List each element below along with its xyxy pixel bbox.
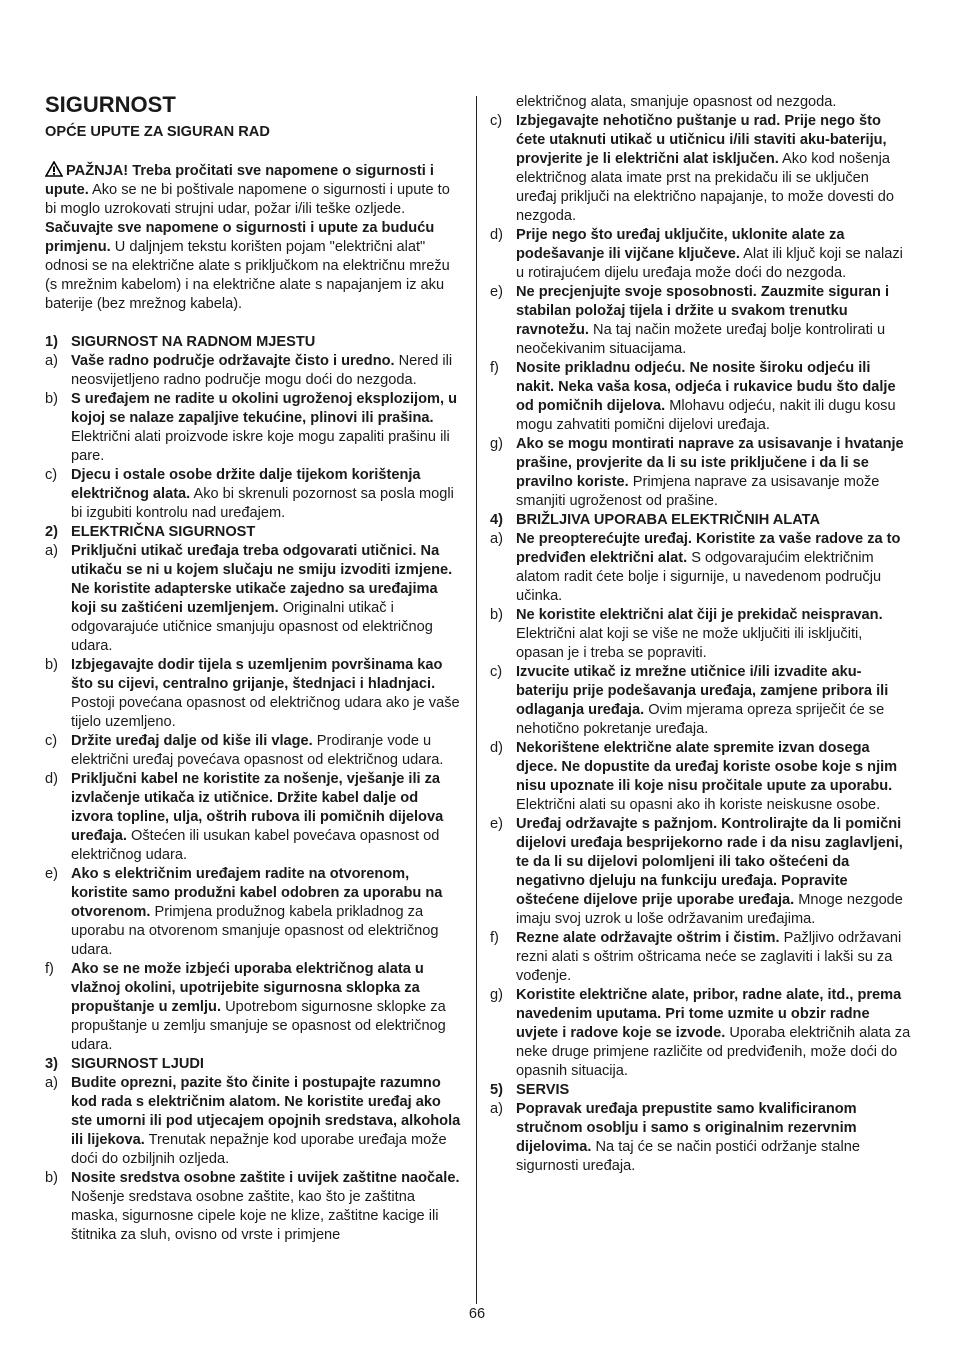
item-bold-text: Ne precjenjujte svoje sposobnosti. Zauzmite siguran i stabilan položaj tijela i držite u svakom trenutku ravnotežu.: [516, 284, 890, 338]
item-label: f): [490, 930, 499, 946]
list-item: [45, 352, 463, 390]
item-plain-text: Električni alati su opasni ako ih koriste neiskusne osobe.: [516, 797, 881, 813]
item-bold-text: Rezne alate održavajte oštrim i čistim.: [516, 930, 780, 946]
section-title: BRIŽLJIVA UPORABA ELEKTRIČNIH ALATA: [516, 512, 821, 528]
item-plain-text: Nošenje sredstava osobne zaštite, kao što je zaštitna maska, sigurnosne cipele koje ne klize, zaštitne kacige ili štitnika za sluh, ovisno od vrste i primjene: [71, 1189, 439, 1243]
item-label: f): [490, 360, 499, 376]
item-text: [71, 656, 463, 732]
item-text: [516, 986, 912, 1081]
item-bold-text: Popravak uređaja prepustite samo kvalificiranom stručnom osoblju i samo s originalnim rezervnim dijelovima.: [516, 1101, 857, 1155]
item-text: [516, 815, 912, 929]
section-heading: [490, 511, 912, 530]
item-text: [71, 865, 463, 960]
item-plain-text: Električni alati proizvode iskre koje mogu zapaliti prašinu ili pare.: [71, 429, 450, 464]
item-text: [71, 352, 463, 390]
left-column: [45, 92, 463, 1245]
item-text: [71, 542, 463, 656]
list-item: [45, 466, 463, 523]
item-text: [516, 606, 912, 663]
item-text: [516, 359, 912, 435]
item-text: [516, 663, 912, 739]
item-plain-text: Upotrebom sigurnosne sklopke za propuštanje u zemlju smanjuje se opasnost od električnog udara.: [71, 999, 446, 1053]
section-heading: [45, 333, 463, 352]
list-item: [490, 1100, 912, 1176]
item-plain-text: Uporaba električnih alata za neke druge primjene različite od predviđenih, može doći do opasnih situacija.: [516, 1025, 911, 1079]
item-bold-text: Izvucite utikač iz mrežne utičnice i/ili izvadite aku-bateriju prije podešavanja uređaja, zamjene pribora ili odlaganja uređaja.: [516, 664, 889, 718]
list-item: [490, 435, 912, 511]
list-item: [490, 359, 912, 435]
item-text: [516, 226, 912, 283]
warning-text-1: Ako se ne bi poštivale napomene o sigurnosti i upute to bi moglo uzrokovati strujni udar, požar i/ili teške ozljede.: [45, 182, 450, 217]
item-plain-text: Na taj će se način postići održanje stalne sigurnosti uređaja.: [516, 1139, 860, 1174]
item-bold-text: Nosite sredstva osobne zaštite i uvijek zaštitne naočale.: [71, 1170, 460, 1186]
list-item: [490, 530, 912, 606]
item-plain-text: Primjena produžnog kabela prikladnog za uporabu na otvorenom smanjuje opasnost od električnog udara.: [71, 904, 439, 958]
section-number: 2): [45, 524, 58, 540]
section-title: ELEKTRIČNA SIGURNOST: [71, 524, 256, 540]
item-plain-text: Mlohavu odjeću, nakit ili dugu kosu mogu zahvatiti pomični dijelovi uređaja.: [516, 398, 896, 433]
item-bold-text: Ne preopterećujte uređaj. Koristite za vaše radove za to predviđen električni alat.: [516, 531, 901, 566]
item-label: e): [490, 816, 503, 832]
column-divider: [476, 96, 477, 1304]
item-text: [516, 1100, 912, 1176]
item-plain-text: Trenutak nepažnje kod uporabe uređaja može doći do ozbiljnih ozljeda.: [71, 1132, 447, 1167]
list-item: [490, 663, 912, 739]
item-plain-text: Ako kod nošenja električnog alata imate prst na prekidaču ili se uključen uređaj priključi na električno napajanje, to može dovesti do nezgoda.: [516, 151, 895, 224]
right-items-section-3: [490, 112, 912, 511]
item-text: [71, 1169, 463, 1245]
item-label: e): [490, 284, 503, 300]
item-text: [71, 390, 463, 466]
section-number: 5): [490, 1082, 503, 1098]
item-label: g): [490, 436, 503, 452]
section-title: SIGURNOST NA RADNOM MJESTU: [71, 334, 316, 350]
section-title: SIGURNOST LJUDI: [71, 1056, 204, 1072]
item-plain-text: Električni alat koji se više ne može uključiti ili isključiti, opasan je i treba se popraviti.: [516, 626, 863, 661]
list-item: [45, 1169, 463, 1245]
item-text: [516, 530, 912, 606]
section-heading: [45, 523, 463, 542]
section-title: SERVIS: [516, 1082, 570, 1098]
section-number: 1): [45, 334, 58, 350]
item-plain-text: S odgovarajućim električnim alatom radit ćete bolje i sigurnije, u navedenom području učinka.: [516, 550, 882, 604]
section-heading: [490, 1081, 912, 1100]
list-item: [45, 542, 463, 656]
item-bold-text: Ne koristite električni alat čiji je prekidač neispravan.: [516, 607, 883, 623]
item-bold-text: Nekorištene električne alate spremite izvan dosega djece. Ne dopustite da uređaj koriste osobe koje s njim nisu upoznate ili koje nisu pročitale upute za uporabu.: [516, 740, 898, 794]
item-plain-text: Originalni utikač i odgovarajuće utičnice smanjuju opasnost od električnog udara.: [71, 600, 433, 654]
item-label: b): [490, 607, 503, 623]
item-bold-text: Držite uređaj dalje od kiše ili vlage.: [71, 733, 313, 749]
list-item: [490, 929, 912, 986]
item-bold-text: Vaše radno područje održavajte čisto i uredno.: [71, 353, 395, 369]
section-number: 3): [45, 1056, 58, 1072]
item-bold-text: Koristite električne alate, pribor, radne alate, itd., prema navedenim uputama. Pri tome uzmite u obzir radne uvjete i radove koje se izvode.: [516, 987, 902, 1041]
item-bold-text: Ako se ne može izbjeći uporaba električnog alata u vlažnoj okolini, upotrijebite sigurnosna sklopka za propuštanje u zemlju.: [71, 961, 424, 1015]
right-column: [490, 93, 912, 1176]
item-text: [71, 770, 463, 865]
item-text: [516, 739, 912, 815]
item-bold-text: Priključni kabel ne koristite za nošenje, vješanje ili za izvlačenje utikača iz utičnice. Držite kabel dalje od izvora topline, ulja, oštrih rubova ili pomičnih dijelova uređaja.: [71, 771, 444, 844]
warning-triangle-icon: [45, 161, 63, 177]
list-item: [45, 960, 463, 1055]
item-label: b): [45, 657, 58, 673]
item-text: [516, 929, 912, 986]
item-plain-text: Alat ili ključ koji se nalazi u rotirajućem dijelu uređaja može doći do nezgoda.: [516, 246, 903, 281]
item-plain-text: Prodiranje vode u električni uređaj povećava opasnost od električnog udara.: [71, 733, 444, 768]
item-label: c): [45, 733, 58, 749]
list-item: [490, 226, 912, 283]
item-label: b): [45, 391, 58, 407]
item-bold-text: Priključni utikač uređaja treba odgovarati utičnici. Na utikaču se ni u kojem slučaju ne smiju izvoditi izmjene. Ne koristite adapterske utikače zajedno sa uređajima koji su zaštićeni uzemljenjem.: [71, 543, 453, 616]
list-item: [45, 770, 463, 865]
item-label: c): [490, 113, 503, 129]
warning-bold-2: Sačuvajte sve napomene o sigurnosti i upute za buduću primjenu.: [45, 220, 435, 255]
list-item: [45, 732, 463, 770]
item-text: [71, 732, 463, 770]
item-bold-text: Uređaj održavajte s pažnjom. Kontrolirajte da li pomični dijelovi uređaja besprijekorno rade i da nisu zaglavljeni, te da li su dijelovi polomljeni ili tako oštećeni da negativno djeluju na funkciju uređaja. Popravite oštećene dijelove prije uporabe uređaja.: [516, 816, 903, 908]
item-text: [71, 1074, 463, 1169]
item-label: f): [45, 961, 54, 977]
item-plain-text: Oštećen ili usukan kabel povećava opasnost od električnog udara.: [71, 828, 440, 863]
item-plain-text: Ako bi skrenuli pozornost sa posla mogli bi izgubiti kontrolu nad uređajem.: [71, 486, 454, 521]
item-label: a): [45, 543, 58, 559]
item-plain-text: Ovim mjerama opreza spriječit će se nehotično pokretanje uređaja.: [516, 702, 885, 737]
list-item: [490, 112, 912, 226]
item-bold-text: S uređajem ne radite u okolini ugroženoj eksplozijom, u kojoj se nalaze zapaljive tekućine, plinovi ili prašina.: [71, 391, 457, 426]
item-bold-text: Prije nego što uređaj uključite, uklonite alate za podešavanje ili vijčane ključeve.: [516, 227, 845, 262]
item-bold-text: Djecu i ostale osobe držite dalje tijekom korištenja električnog alata.: [71, 467, 421, 502]
item-bold-text: Izbjegavajte dodir tijela s uzemljenim površinama kao što su cijevi, centralno grijanje, štednjaci i hladnjaci.: [71, 657, 443, 692]
item-label: d): [45, 771, 58, 787]
warning-bold-1: PAŽNJA! Treba pročitati sve napomene o sigurnosti i upute.: [45, 163, 434, 198]
page-title: SIGURNOST: [45, 92, 176, 117]
item-label: a): [490, 531, 503, 547]
item-plain-text: Nered ili neosvijetljeno radno područje mogu doći do nezgoda.: [71, 353, 453, 388]
list-item: [490, 739, 912, 815]
item-plain-text: Na taj način možete uređaj bolje kontrolirati u neočekivanim situacijama.: [516, 322, 886, 357]
item-label: c): [45, 467, 58, 483]
item-text: [516, 435, 912, 511]
item-plain-text: Mnoge nezgode imaju svoj uzrok u loše održavanim uređajima.: [516, 892, 903, 927]
item-label: g): [490, 987, 503, 1003]
list-item: [490, 815, 912, 929]
item-text: [71, 960, 463, 1055]
item-label: a): [45, 1075, 58, 1091]
warning-paragraph: [45, 161, 463, 314]
item-bold-text: Ako s električnim uređajem radite na otvorenom, koristite samo produžni kabel odobren za uporabu na otvorenom.: [71, 866, 443, 920]
item-label: d): [490, 740, 503, 756]
list-item: [490, 986, 912, 1081]
list-item: [490, 283, 912, 359]
item-text: [71, 466, 463, 523]
item-bold-text: Budite oprezni, pazite što činite i postupajte razumno kod rada s električnim alatom. Ne koristite uređaj ako ste umorni ili pod utjecajem opojnih sredstava, alkohola ili lijekova.: [71, 1075, 461, 1148]
list-item: [45, 1074, 463, 1169]
item-label: a): [490, 1101, 503, 1117]
item-bold-text: Ako se mogu montirati naprave za usisavanje i hvatanje prašine, provjerite da li su iste priključene i da li se pravilno koriste.: [516, 436, 904, 490]
item-label: b): [45, 1170, 58, 1186]
item-text: [516, 283, 912, 359]
item-bold-text: Nosite prikladnu odjeću. Ne nosite široku odjeću ili nakit. Neka vaša kosa, odjeća i rukavice budu što dalje od pomičnih dijelova.: [516, 360, 896, 414]
list-item: [45, 390, 463, 466]
item-bold-text: Izbjegavajte nehotično puštanje u rad. Prije nego što ćete utaknuti utikač u utičnicu i/ili staviti aku-bateriju, provjerite je li električni alat isključen.: [516, 113, 887, 167]
item-text: [516, 112, 912, 226]
section-subtitle: OPĆE UPUTE ZA SIGURAN RAD: [45, 124, 270, 140]
right-sections: [490, 511, 912, 1176]
left-sections: [45, 333, 463, 1245]
continuation-text: električnog alata, smanjuje opasnost od nezgoda.: [516, 94, 837, 110]
item-label: a): [45, 353, 58, 369]
list-item: [45, 656, 463, 732]
item-plain-text: Primjena naprave za usisavanje može smanjiti ugroženost od prašine.: [516, 474, 880, 509]
warning-text-2: U daljnjem tekstu korišten pojam "električni alat" odnosi se na električne alate s priključkom na električnu mrežu (s mrežnim kabelom) i na električne alate s napajanjem iz aku baterije (bez mrežnog kabela).: [45, 239, 450, 312]
item-plain-text: Pažljivo održavani rezni alati s oštrim oštricama neće se zaglaviti i lakši su za vođenje.: [516, 930, 902, 984]
list-item: [45, 865, 463, 960]
list-item: [490, 606, 912, 663]
item-plain-text: Postoji povećana opasnost od električnog udara ako je vaše tijelo uzemljeno.: [71, 695, 460, 730]
item-label: d): [490, 227, 503, 243]
item-label: c): [490, 664, 503, 680]
section-heading: [45, 1055, 463, 1074]
page-number: 66: [468, 1306, 486, 1322]
item-label: e): [45, 866, 58, 882]
section-number: 4): [490, 512, 503, 528]
